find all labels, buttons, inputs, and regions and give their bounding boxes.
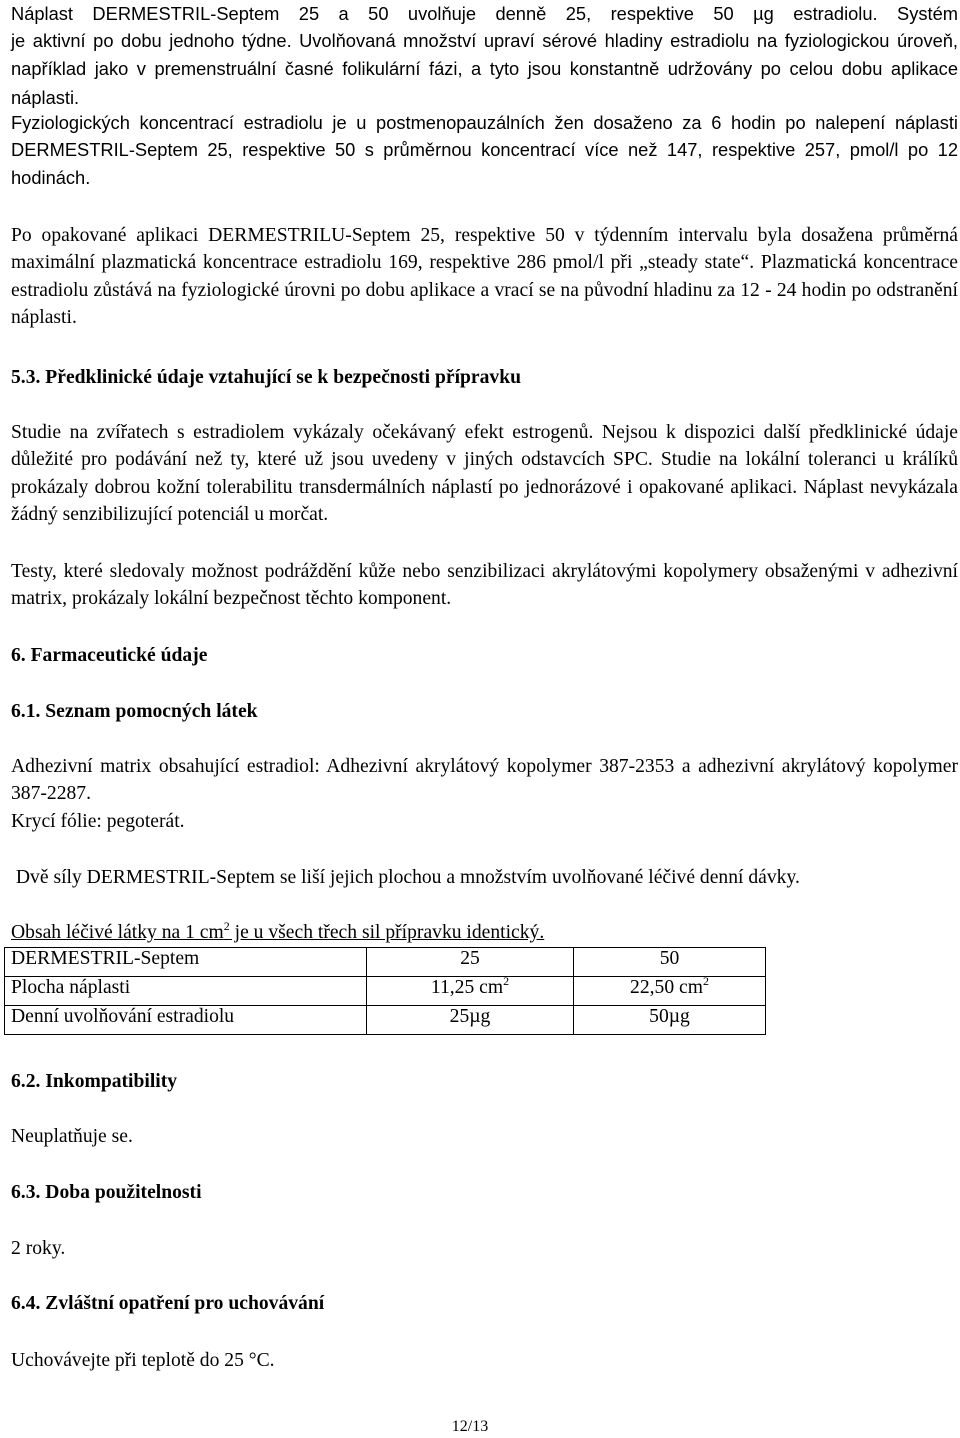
table-cell-v50 — [574, 948, 766, 977]
table-row — [5, 1006, 766, 1035]
table-cell-label — [5, 1006, 367, 1035]
pk-text-line-2: je aktivní po dobu jednoho týdne. — [11, 30, 292, 51]
cell-text: 50 — [659, 948, 680, 969]
pk-paragraph-physiological: Fyziologických koncentrací estradiolu je u postmenopauzálních žen dosaženo za 6 hodin po nalepení náplasti DERMESTRIL-Septem 25, respektive 50 s průměrnou koncentrací více než 147, respektive 257, pmol/l po 12 hodinách. — [11, 112, 958, 188]
section-6-1-heading: 6.1. Seznam pomocných látek — [11, 701, 258, 722]
content-note-b: je u všech třech sil přípravku identický. — [229, 922, 545, 943]
section-6-3-text: 2 roky. — [11, 1238, 66, 1259]
section-6-1-content-note — [11, 919, 544, 946]
cell-text: 50µg — [649, 1006, 690, 1027]
cell-text: Denní uvolňování estradiolu — [11, 1006, 235, 1027]
pk-paragraph-repeated: Po opakované aplikaci DERMESTRILU-Septem 25, respektive 50 v týdenním intervalu byla dosažena průměrná maximální plazmatická koncentrace estradiolu 169, respektive 286 pmol/l při „steady state“. Plazmatická koncentrace estradiolu zůstává na fyziologické úrovni po dobu aplikace a vrací se na původní hladinu za 12 - 24 hodin po odstranění náplasti. — [11, 225, 958, 328]
section-5-3-heading: 5.3. Předklinické údaje vztahující se k bezpečnosti přípravku — [11, 367, 521, 388]
content-note-a: Obsah léčivé látky na 1 cm — [11, 922, 224, 943]
table-row — [5, 948, 766, 977]
table-cell-v25 — [367, 1006, 574, 1035]
table-cell-v25 — [367, 974, 574, 1006]
section-5-3-paragraph-2: Testy, které sledovaly možnost podráždění kůže nebo senzibilizaci akrylátovými kopolymery obsaženými v adhezivní matrix, prokázaly lokální bezpečnost těchto komponent. — [11, 561, 958, 610]
section-6-4-heading: 6.4. Zvláštní opatření pro uchovávání — [11, 1293, 325, 1314]
page-number: 12/13 — [451, 1418, 489, 1435]
cell-text: DERMESTRIL-Septem — [11, 948, 200, 969]
table-cell-label — [5, 948, 367, 977]
table-cell-label — [5, 977, 367, 1006]
section-6-2-heading: 6.2. Inkompatibility — [11, 1071, 178, 1092]
pk-text-line-1: Náplast DERMESTRIL-Septem 25 a 50 uvolňuje denně 25, respektive 50 µg estradiolu. Systém — [11, 3, 958, 24]
cell-text: 22,50 cm — [630, 977, 703, 998]
cell-text: 25µg — [449, 1006, 491, 1027]
cell-superscript: 2 — [503, 974, 510, 988]
section-6-heading: 6. Farmaceutické údaje — [11, 645, 208, 666]
content-note-sup: 2 — [223, 919, 230, 933]
table-row — [5, 977, 766, 1006]
section-6-4-text: Uchovávejte při teplotě do 25 °C. — [11, 1350, 275, 1371]
pk-paragraph-release — [11, 27, 958, 112]
cell-superscript: 2 — [702, 974, 709, 988]
content-note-text — [11, 919, 545, 943]
section-6-1-strengths: Dvě síly DERMESTRIL-Septem se liší jejich plochou a množstvím uvolňované léčivé denní dávky. — [11, 867, 800, 888]
cell-text: Plocha náplasti — [11, 977, 131, 998]
table-cell-v50 — [574, 974, 766, 1006]
section-6-1-paragraph-matrix: Adhezivní matrix obsahující estradiol: Adhezivní akrylátový kopolymer 387-2353 a adhezivní akrylátový kopolymer 387-2287. — [11, 756, 958, 805]
cell-text: 11,25 cm — [430, 977, 504, 998]
section-6-2-text: Neuplatňuje se. — [11, 1126, 133, 1147]
cell-text: 25 — [460, 948, 480, 969]
section-6-3-heading: 6.3. Doba použitelnosti — [11, 1182, 202, 1203]
strengths-table — [4, 947, 766, 1035]
strengths-table-body — [5, 948, 766, 1035]
pk-text-rest: Uvolňovaná množství upraví sérové hladiny estradiolu na fyziologickou úroveň, například jako v premenstruální časné folikulární fázi, a tyto jsou konstantně udržovány po celou dobu aplikace náplasti. — [11, 30, 958, 108]
section-5-3-paragraph-1: Studie na zvířatech s estradiolem vykázaly očekávaný efekt estrogenů. Nejsou k dispozici další předklinické údaje důležité pro podávání než ty, které už jsou uvedeny v jiných odstavcích SPC. Studie na lokální toleranci u králíků prokázaly dobrou kožní tolerabilitu transdermálních náplastí po jednorázové i opakované aplikaci. Náplast nevykázala žádný senzibilizující potenciál u morčat. — [11, 422, 958, 525]
table-cell-v25 — [367, 948, 574, 977]
table-cell-v50 — [574, 1006, 766, 1035]
section-6-1-backing-film: Krycí fólie: pegoterát. — [11, 811, 185, 832]
